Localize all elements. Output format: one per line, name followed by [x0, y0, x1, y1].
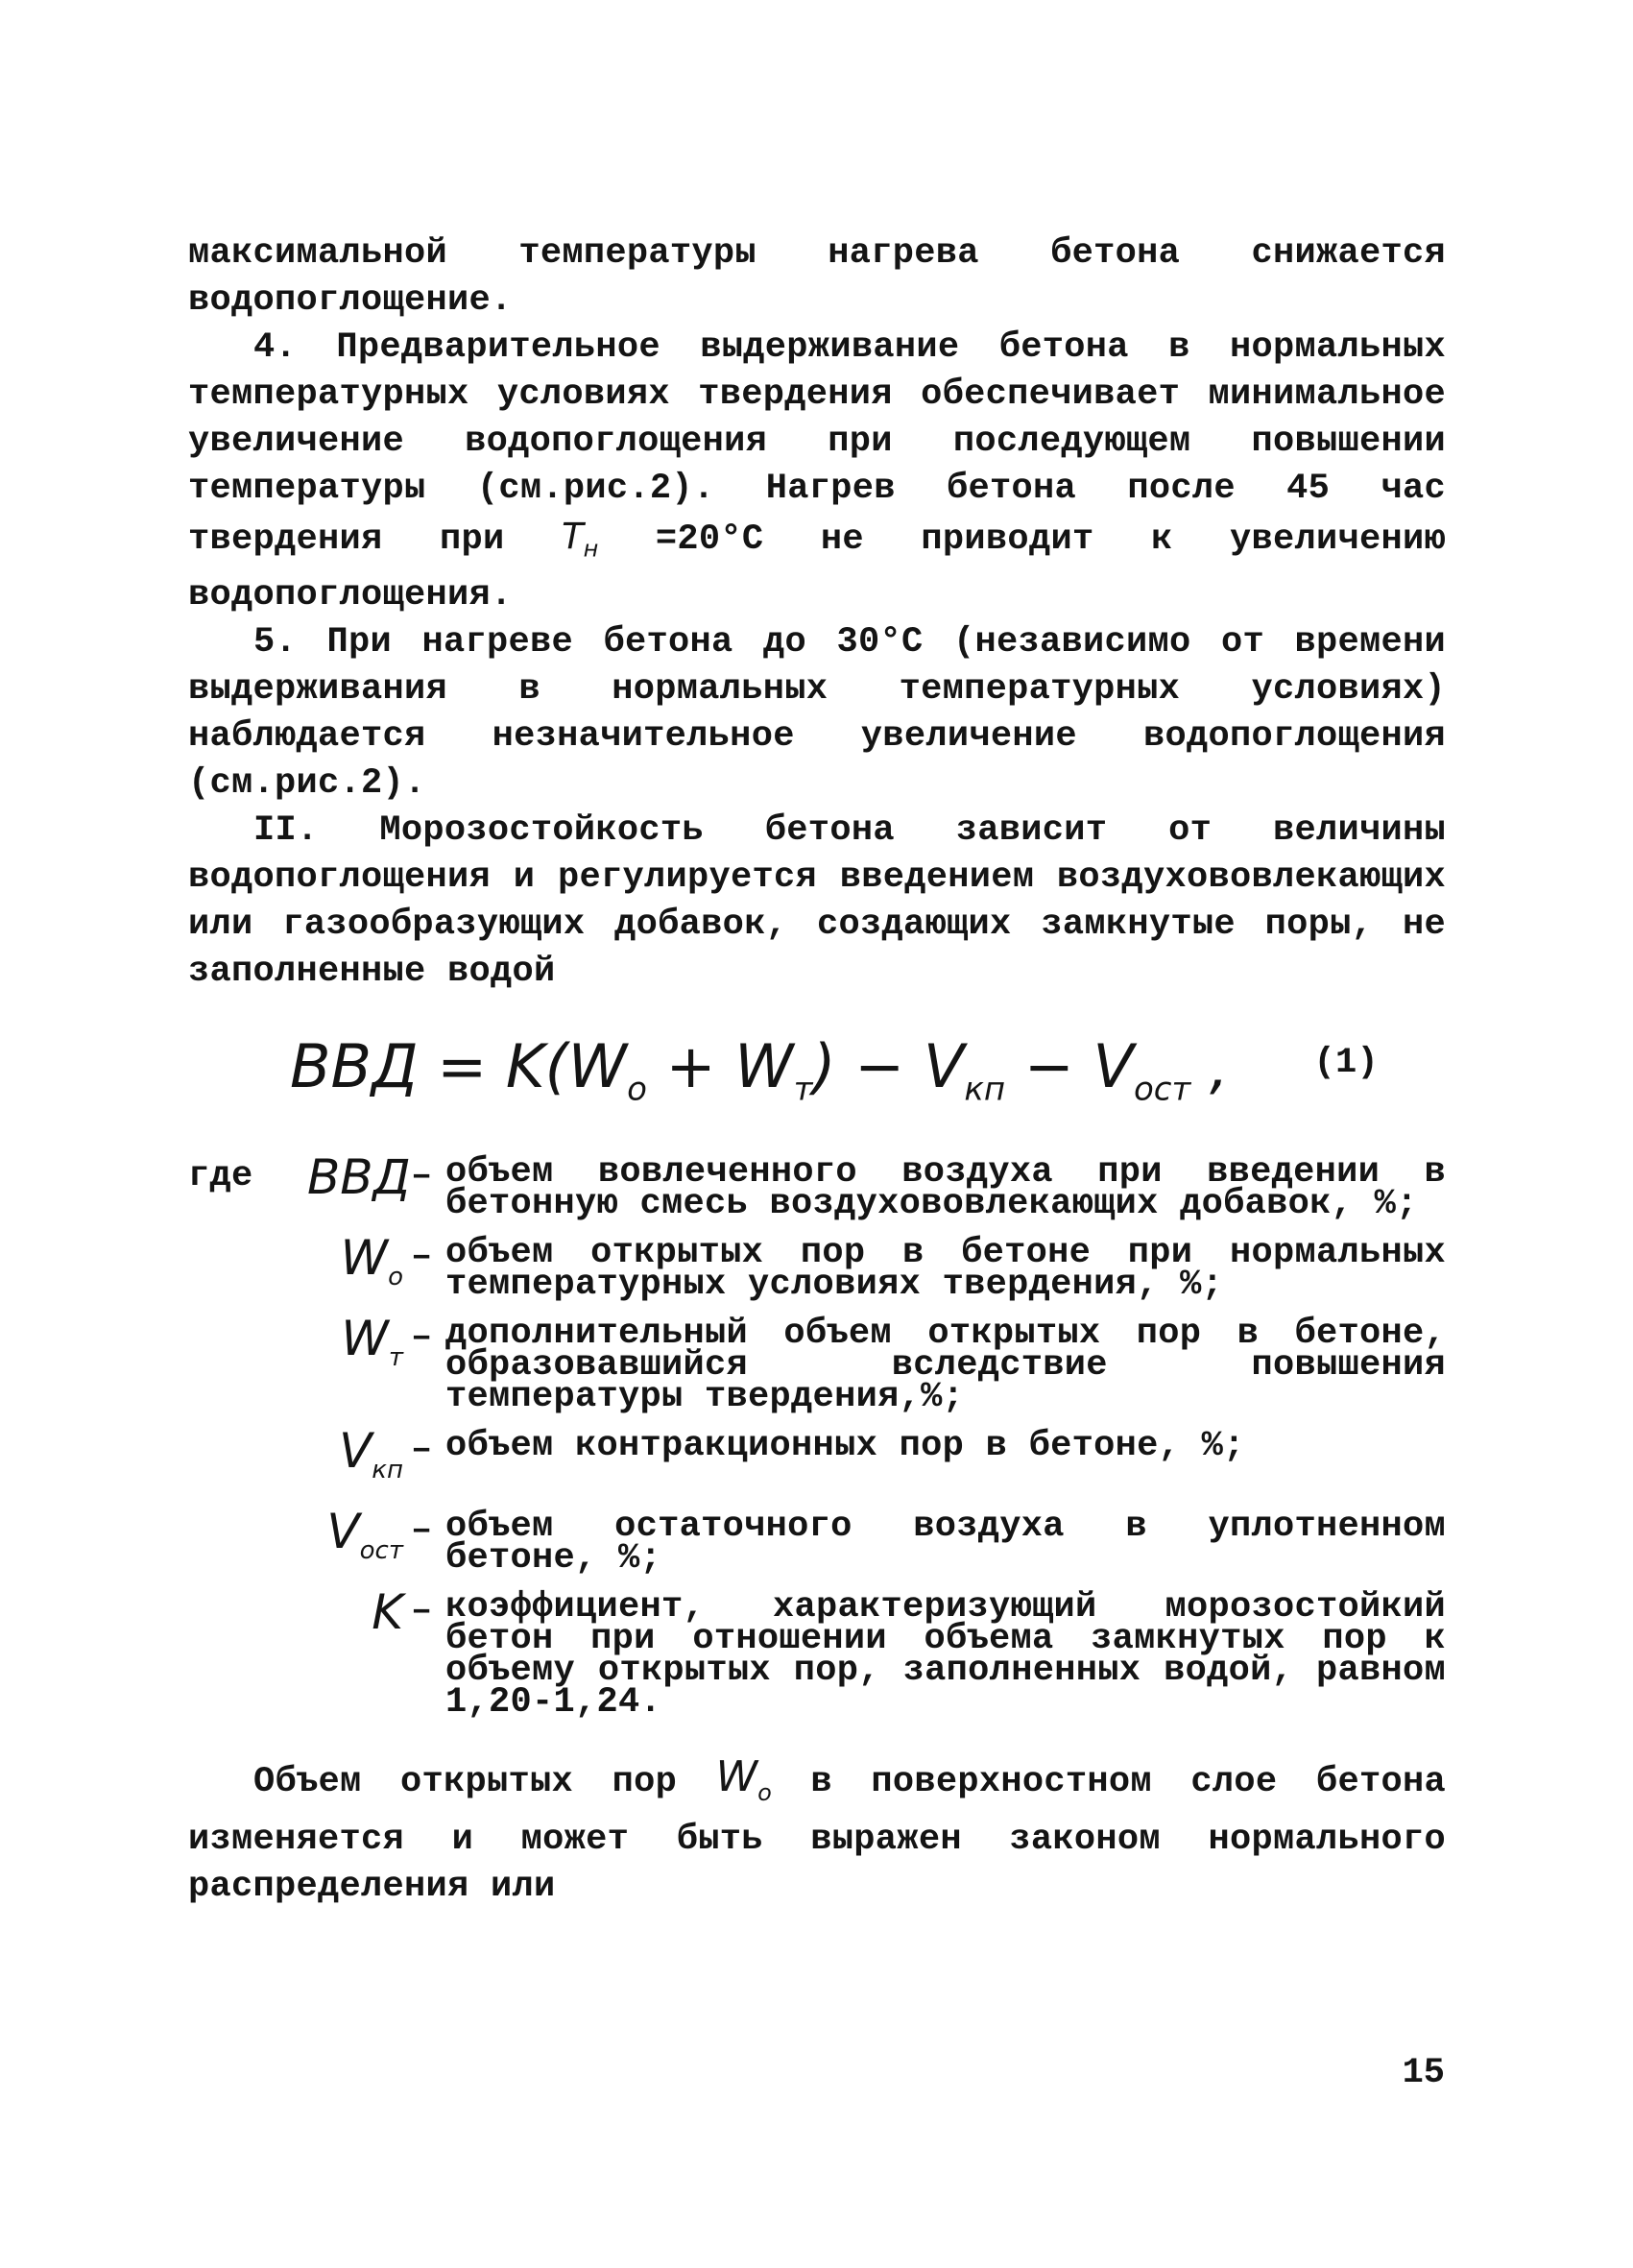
formula-w0-sub: o	[627, 1070, 647, 1109]
page-number: 15	[1402, 2053, 1445, 2093]
temperature-symbol-sub: н	[583, 535, 599, 563]
formula-open-paren: (	[544, 1031, 568, 1102]
formula-k: K	[505, 1031, 545, 1102]
definition-symbol	[307, 1311, 411, 1382]
formula-wt: W	[734, 1031, 794, 1102]
formula-plus: +	[646, 1031, 735, 1102]
temperature-symbol	[562, 516, 599, 563]
formula-vkp: V	[923, 1031, 965, 1102]
closing-symbol-sub: o	[757, 1779, 772, 1807]
definition-text: объем остаточного воздуха в уплотненном бетоне, %;	[445, 1507, 1446, 1580]
equation-number: (1)	[1313, 1043, 1379, 1084]
paragraph-closing	[188, 1753, 1446, 1911]
paragraph-5	[188, 619, 1446, 808]
definition-text: дополнительный объем открытых пор в бетоне, образовавшийся вследствие повышения температуры твердения,%;	[445, 1314, 1446, 1418]
definition-text: коэффициент, характеризующий морозостойкий бетон при отношении объема замкнутых пор к объему открытых пор, заполненных водой, равном 1,20-1,24.	[445, 1587, 1446, 1724]
definition-text: объем вовлеченного воздуха при введении в бетонную смесь воздухововлекающих добавок, %;	[445, 1152, 1446, 1225]
formula-vkp-sub: кп	[964, 1070, 1006, 1109]
definition-item	[188, 1311, 1446, 1418]
formula-close-paren: )	[812, 1031, 836, 1102]
formula-lhs: ВВД	[290, 1031, 419, 1102]
definition-dash: –	[411, 1591, 433, 1632]
definition-text: объем контракционных пор в бетоне, %;	[445, 1426, 1245, 1467]
where-label: где	[188, 1156, 253, 1197]
paragraph-11-text: II. Морозостойкость бетона зависит от величины водопоглощения и регулируется введением воздухововлекающих или газообразующих добавок, создающих замкнутые поры, не заполненные водой	[188, 810, 1446, 993]
definition-symbol	[307, 1423, 411, 1494]
formula-expression	[290, 1028, 1229, 1127]
definition-item	[188, 1423, 1446, 1494]
paragraph-5-text: 5. При нагреве бетона до 30°С (независимо от времени выдерживания в нормальных температурных условиях) наблюдается незначительное увеличение водопоглощения (см.рис.2).	[188, 622, 1446, 805]
page-body	[188, 230, 1446, 1911]
definition-symbol	[307, 1149, 411, 1220]
formula-w0: W	[567, 1031, 628, 1102]
formula-vost: V	[1093, 1031, 1134, 1102]
definition-item	[188, 1504, 1446, 1580]
definition-symbol-sub: ост	[359, 1536, 403, 1566]
paragraph-11	[188, 808, 1446, 996]
definition-dash: –	[411, 1317, 433, 1359]
formula-block	[188, 1023, 1446, 1128]
formula-minus-1: −	[835, 1031, 924, 1102]
closing-symbol	[715, 1752, 772, 1807]
definition-symbol-base: W	[340, 1230, 389, 1287]
definition-item	[188, 1584, 1446, 1724]
definition-symbol-base: V	[326, 1504, 360, 1560]
closing-text-a: Объем открытых пор	[253, 1762, 678, 1803]
formula-equals: =	[418, 1031, 506, 1102]
formula-minus-2: −	[1005, 1031, 1093, 1102]
temperature-symbol-base: T	[562, 516, 584, 557]
definition-symbol-base: W	[341, 1311, 389, 1367]
definition-item	[188, 1230, 1446, 1306]
paragraph-4	[188, 325, 1446, 619]
definition-item	[188, 1149, 1446, 1225]
definition-symbol-sub: т	[388, 1343, 403, 1373]
definition-symbol	[307, 1584, 411, 1655]
definition-symbol	[307, 1230, 411, 1301]
definitions-list	[188, 1149, 1446, 1724]
paragraph-intro	[188, 230, 1446, 325]
definition-dash: –	[411, 1430, 433, 1471]
definition-symbol-sub: кп	[372, 1456, 403, 1485]
definition-dash: –	[411, 1237, 433, 1278]
closing-symbol-base: W	[715, 1752, 758, 1802]
formula-wt-sub: т	[793, 1070, 813, 1109]
paragraph-4-text-a: 4. Предварительное выдерживание бетона в нормальных температурных условиях твердения обеспечивает минимальное увеличение водопоглощения при последующем повышении температуры (см.рис.2). Нагрев бетона после 45 час твердения при	[188, 327, 1446, 560]
definition-symbol-base: K	[372, 1584, 403, 1641]
paragraph-4-text-b: =20°С не приводит к увеличению водопоглощения.	[188, 519, 1446, 616]
paragraph-intro-text: максимальной температуры нагрева бетона снижается водопоглощение.	[188, 233, 1446, 321]
formula-tail: ,	[1190, 1031, 1229, 1102]
definition-dash: –	[411, 1510, 433, 1552]
definition-symbol-base: ВВД	[307, 1149, 411, 1206]
definition-text: объем открытых пор в бетоне при нормальных температурных условиях твердения, %;	[445, 1233, 1446, 1306]
definition-symbol	[307, 1504, 411, 1575]
closing-text-b: в поверхностном слое бетона изменяется и может быть выражен законом нормального распределения или	[188, 1762, 1446, 1908]
definition-symbol-base: V	[339, 1423, 372, 1480]
definition-dash: –	[411, 1156, 433, 1197]
definition-symbol-sub: o	[388, 1263, 403, 1292]
formula-vost-sub: ост	[1133, 1070, 1191, 1109]
